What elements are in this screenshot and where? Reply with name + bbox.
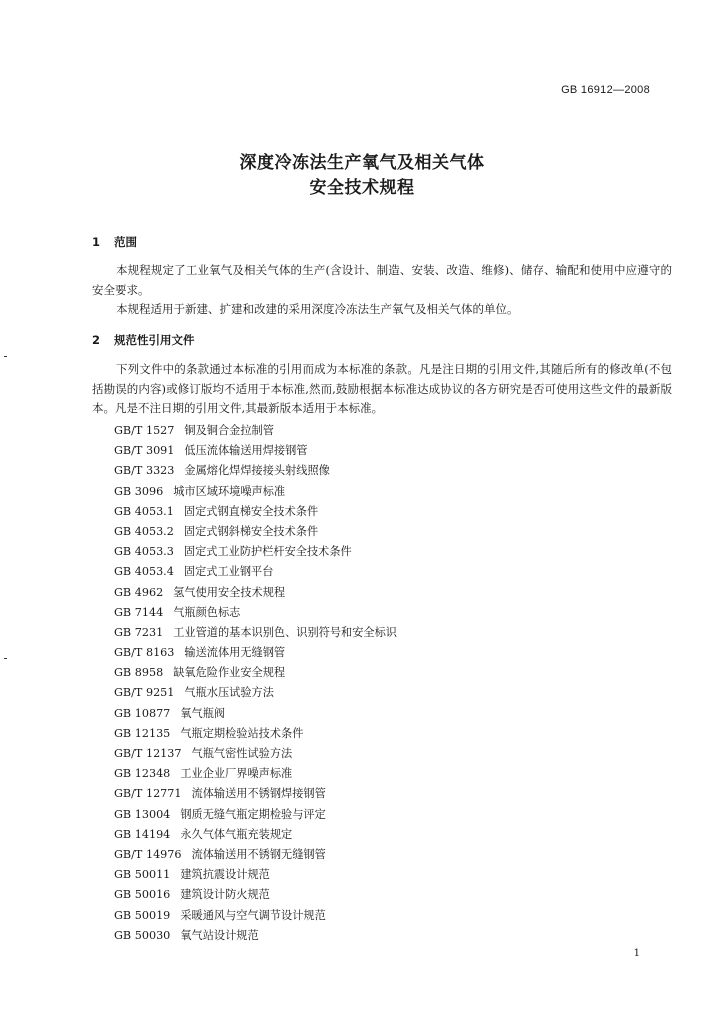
reference-code: GB/T 12137 xyxy=(114,747,182,760)
reference-code: GB 50016 xyxy=(114,888,171,902)
reference-title: 固定式工业钢平台 xyxy=(183,565,274,579)
reference-list xyxy=(114,421,397,946)
reference-title: 工业管道的基本识别色、识别符号和安全标识 xyxy=(173,625,397,639)
reference-code: GB 4053.4 xyxy=(114,565,174,579)
list-item xyxy=(114,482,397,502)
reference-title: 建筑抗震设计规范 xyxy=(180,868,270,882)
reference-title: 输送流体用无缝钢管 xyxy=(184,646,286,660)
reference-code: GB 4053.2 xyxy=(114,524,174,538)
list-item xyxy=(114,885,397,905)
reference-title: 建筑设计防火规范 xyxy=(180,888,270,902)
list-item xyxy=(114,522,397,542)
list-item xyxy=(114,926,397,946)
reference-title: 工业企业厂界噪声标准 xyxy=(180,767,293,781)
list-item xyxy=(114,784,397,804)
scan-margin-mark xyxy=(4,356,7,357)
standard-code: GB 16912—2008 xyxy=(561,84,650,96)
list-item xyxy=(114,441,397,461)
list-item xyxy=(114,421,397,441)
list-item xyxy=(114,603,397,623)
list-item xyxy=(114,906,397,926)
document-title-line-2: 安全技术规程 xyxy=(309,178,415,198)
reference-title: 缺氧危险作业安全规程 xyxy=(173,666,286,680)
reference-title: 金属熔化焊焊接接头射线照像 xyxy=(184,464,330,478)
reference-title: 流体输送用不锈钢无缝钢管 xyxy=(191,847,326,861)
scan-margin-mark xyxy=(4,658,7,659)
list-item xyxy=(114,805,397,825)
list-item xyxy=(114,724,397,744)
section-number: 2 xyxy=(92,333,101,347)
reference-title: 固定式钢斜梯安全技术条件 xyxy=(183,524,319,538)
reference-title: 城市区域环境噪声标准 xyxy=(173,484,286,498)
reference-title: 气瓶颜色标志 xyxy=(173,605,241,619)
reference-title: 气瓶定期检验站技术条件 xyxy=(180,726,304,740)
reference-title: 低压流体输送用焊接钢管 xyxy=(184,444,308,458)
list-item xyxy=(114,865,397,885)
list-item xyxy=(114,764,397,784)
list-item xyxy=(114,845,397,865)
document-title-line-1: 深度冷冻法生产氧气及相关气体 xyxy=(239,153,485,173)
reference-code: GB/T 12771 xyxy=(114,787,182,801)
reference-title: 氧气瓶阀 xyxy=(180,706,226,720)
section-title: 范围 xyxy=(114,235,137,249)
reference-code: GB/T 3323 xyxy=(114,464,175,478)
section-heading-normative-references xyxy=(92,332,195,348)
reference-code: GB 7144 xyxy=(114,605,164,619)
reference-title: 永久气体气瓶充装规定 xyxy=(180,827,293,841)
list-item xyxy=(114,461,397,481)
reference-code: GB 13004 xyxy=(114,807,171,821)
reference-code: GB 50019 xyxy=(114,908,171,922)
list-item xyxy=(114,683,397,703)
reference-title: 氧气站设计规范 xyxy=(180,928,259,942)
list-item xyxy=(114,825,397,845)
list-item xyxy=(114,704,397,724)
reference-code: GB 7231 xyxy=(114,625,164,639)
page-number: 1 xyxy=(633,948,640,959)
section-title: 规范性引用文件 xyxy=(114,333,195,347)
reference-code: GB 50030 xyxy=(114,928,171,942)
paragraph-normative-references: 下列文件中的条款通过本标准的引用而成为本标准的条款。凡是注日期的引用文件,其随后所有的修改单(不包括勘误的内容)或修订版均不适用于本标准,然而,鼓励根据本标准达成协议的各方研究是否可使用这些文件的最新版本。凡是不注日期的引用文件,其最新版本适用于本标准。 xyxy=(92,362,672,415)
list-item xyxy=(114,744,397,764)
reference-title: 流体输送用不锈钢焊接钢管 xyxy=(191,787,326,801)
reference-code: GB 4962 xyxy=(114,585,164,599)
reference-title: 气瓶气密性试验方法 xyxy=(191,747,293,760)
reference-title: 气瓶水压试验方法 xyxy=(184,686,274,700)
reference-code: GB 4053.1 xyxy=(114,504,174,518)
reference-code: GB/T 8163 xyxy=(114,646,175,660)
section-number: 1 xyxy=(92,235,101,249)
reference-code: GB 12135 xyxy=(114,726,171,740)
reference-title: 铜及铜合金拉制管 xyxy=(184,424,274,437)
paragraph-scope-1: 本规程规定了工业氧气及相关气体的生产(含设计、制造、安装、改造、维修)、储存、输配和使用中应遵守的安全要求。 xyxy=(92,263,672,297)
reference-title: 固定式钢直梯安全技术条件 xyxy=(183,504,319,518)
reference-code: GB 50011 xyxy=(114,868,171,882)
reference-code: GB/T 9251 xyxy=(114,686,175,700)
reference-code: GB/T 14976 xyxy=(114,847,182,861)
section-heading-scope xyxy=(92,234,137,250)
reference-code: GB/T 3091 xyxy=(114,444,175,458)
reference-title: 采暖通风与空气调节设计规范 xyxy=(180,908,326,922)
list-item xyxy=(114,643,397,663)
list-item xyxy=(114,542,397,562)
reference-title: 氢气使用安全技术规程 xyxy=(173,585,286,599)
reference-code: GB 12348 xyxy=(114,767,171,781)
reference-code: GB/T 1527 xyxy=(114,424,175,437)
reference-title: 固定式工业防护栏杆安全技术条件 xyxy=(183,545,352,559)
list-item xyxy=(114,583,397,603)
reference-code: GB 14194 xyxy=(114,827,171,841)
reference-code: GB 10877 xyxy=(114,706,171,720)
list-item xyxy=(114,663,397,683)
paragraph-scope-2: 本规程适用于新建、扩建和改建的采用深度冷冻法生产氧气及相关气体的单位。 xyxy=(116,302,519,316)
reference-code: GB 4053.3 xyxy=(114,545,174,559)
list-item xyxy=(114,623,397,643)
reference-code: GB 3096 xyxy=(114,484,164,498)
reference-code: GB 8958 xyxy=(114,666,164,680)
list-item xyxy=(114,562,397,582)
reference-title: 钢质无缝气瓶定期检验与评定 xyxy=(180,807,326,821)
list-item xyxy=(114,502,397,522)
